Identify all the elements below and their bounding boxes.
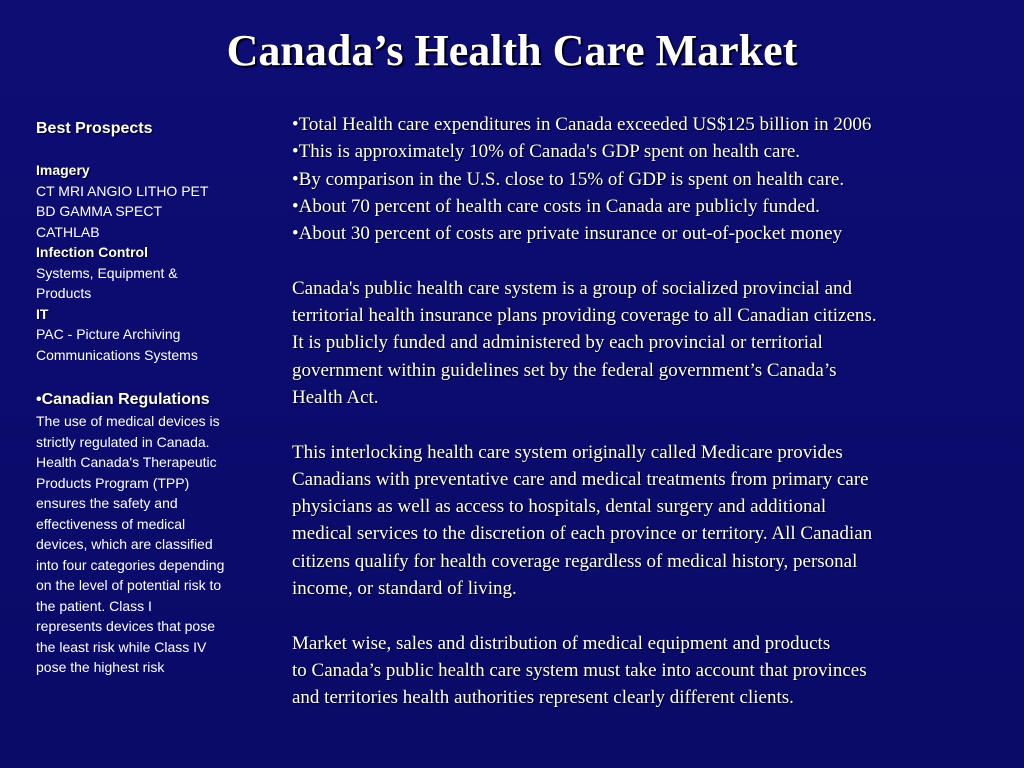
paragraph-line: territorial health insurance plans providing coverage to all Canadian citizens. [292,305,877,327]
infection-control-line: Products [36,285,92,301]
regulations-line: Health Canada's Therapeutic [36,454,217,470]
infection-control-label: Infection Control [36,244,148,260]
paragraph-line: income, or standard of living. [292,578,517,600]
it-line: PAC - Picture Archiving [36,326,181,342]
it-line: Communications Systems [36,346,198,363]
infection-control-line: Systems, Equipment & [36,264,178,281]
paragraph-line: This interlocking health care system originally called Medicare provides [292,441,843,463]
paragraph-line: and territories health authorities represent clearly different clients. [292,687,794,709]
spacer [36,140,268,160]
imagery-line: BD GAMMA SPECT [36,203,163,219]
spacer [292,411,1004,438]
regulations-line: the patient. Class I [36,597,152,614]
regulations-line: ensures the safety and [36,495,178,511]
paragraph-line: Canadians with preventative care and medical treatments from primary care [292,468,869,490]
regulations-line: effectiveness of medical [36,515,186,532]
regulations-line: represents devices that pose [36,618,215,634]
best-prospects-heading: Best Prospects [36,120,153,137]
bullet: • [36,391,42,408]
paragraph-line: government within guidelines set by the federal government’s Canada’s [292,359,837,381]
regulations-line: strictly regulated in Canada. [36,433,210,450]
regulations-line: The use of medical devices is [36,413,220,429]
bullet-item: •About 30 percent of costs are private insurance or out-of-pocket money [292,223,843,245]
imagery-line: CATHLAB [36,223,100,240]
paragraph-line: Market wise, sales and distribution of medical equipment and products [292,632,831,654]
paragraph-line: to Canada’s public health care system must take into account that provinces [292,659,867,681]
it-label: IT [36,305,49,322]
best-prospects-panel [36,118,268,678]
spacer [292,602,1004,629]
paragraph-line: Health Act. [292,386,379,408]
market-overview-text [292,111,1004,712]
bullet-item: •About 70 percent of health care costs in Canada are publicly funded. [292,195,820,217]
regulations-line: devices, which are classified [36,536,213,552]
regulations-line: Products Program (TPP) [36,474,190,491]
paragraph-line: It is publicly funded and administered by each provincial or territorial [292,332,823,354]
bullet-item: •This is approximately 10% of Canada's GDP spent on health care. [292,141,800,163]
paragraph-line: citizens qualify for health coverage regardless of medical history, personal [292,550,858,572]
spacer [36,365,268,389]
paragraph-line: physicians as well as access to hospitals, dental surgery and additional [292,496,827,518]
canadian-regulations-heading [36,389,268,411]
imagery-label: Imagery [36,162,90,178]
regulations-line: into four categories depending [36,556,225,573]
imagery-line: CT MRI ANGIO LITHO PET [36,182,209,199]
spacer [292,247,1004,274]
canadian-regulations-label: Canadian Regulations [41,391,210,408]
regulations-line: the least risk while Class IV [36,638,207,655]
bullet-item: •By comparison in the U.S. close to 15% of GDP is spent on health care. [292,168,845,190]
paragraph-line: medical services to the discretion of each province or territory. All Canadian [292,523,873,545]
regulations-line: on the level of potential risk to [36,577,222,593]
regulations-line: pose the highest risk [36,659,165,675]
slide-title: Canada’s Health Care Market [226,26,798,75]
bullet-item: •Total Health care expenditures in Canada exceeded US$125 billion in 2006 [292,114,872,135]
paragraph-line: Canada's public health care system is a group of socialized provincial and [292,277,853,299]
